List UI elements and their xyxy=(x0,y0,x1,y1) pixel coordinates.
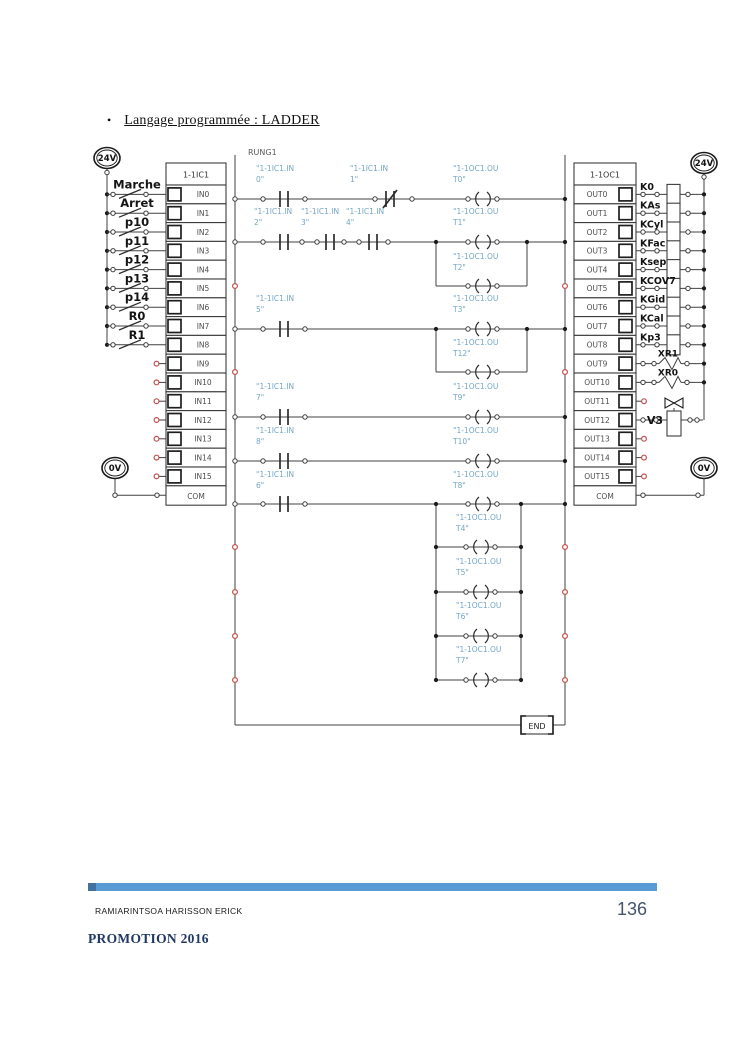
connection-node xyxy=(315,240,319,244)
output-module-terminal xyxy=(619,376,632,389)
open-terminal xyxy=(233,370,238,375)
power-terminal-0v-left-label: 0V xyxy=(108,464,122,474)
junction-dot xyxy=(702,380,706,384)
rung-operand-label: "1-1IC1.IN xyxy=(256,294,295,303)
connection-node xyxy=(233,415,237,419)
rung-operand-label: "1-1OC1.OU xyxy=(456,645,502,654)
connection-node xyxy=(233,327,237,331)
junction-dot xyxy=(434,634,438,638)
connection-node xyxy=(111,249,115,253)
input-module-terminal xyxy=(168,376,181,389)
open-terminal xyxy=(154,436,159,441)
connection-node xyxy=(641,493,645,497)
connection-node xyxy=(493,545,497,549)
connection-node xyxy=(261,240,265,244)
open-terminal xyxy=(154,418,159,423)
output-module-terminal xyxy=(619,301,632,314)
output-device-label: KCyl xyxy=(640,219,664,231)
output-device-label: KAs xyxy=(640,200,661,212)
junction-dot xyxy=(702,268,706,272)
rung-operand-label: T12" xyxy=(453,349,471,358)
connection-node xyxy=(464,545,468,549)
connection-node xyxy=(466,415,470,419)
connection-node xyxy=(495,284,499,288)
connection-node xyxy=(495,459,499,463)
connection-node xyxy=(688,418,692,422)
output-module-channel-label: OUT14 xyxy=(584,453,610,463)
input-module-channel-label: IN5 xyxy=(196,284,210,294)
connection-node xyxy=(111,230,115,234)
connection-node xyxy=(464,634,468,638)
input-module-channel-label: IN12 xyxy=(194,415,212,425)
connection-node xyxy=(652,380,656,384)
open-terminal xyxy=(642,474,647,479)
connection-node xyxy=(495,370,499,374)
rung-operand-label: 2" xyxy=(254,218,263,227)
open-terminal xyxy=(233,590,238,595)
connection-node xyxy=(233,502,237,506)
rung-operand-label: T8" xyxy=(453,481,466,490)
relay-coil xyxy=(667,184,680,204)
input-module-channel-label: IN8 xyxy=(196,340,210,350)
output-module-channel-label: OUT8 xyxy=(586,340,608,350)
connection-node xyxy=(303,327,307,331)
junction-dot xyxy=(702,230,706,234)
output-device-label: KFac xyxy=(640,238,666,250)
output-module-terminal xyxy=(619,338,632,351)
connection-node xyxy=(233,459,237,463)
connection-node xyxy=(495,197,499,201)
output-module-terminal xyxy=(619,414,632,427)
input-module-terminal xyxy=(168,320,181,333)
open-terminal xyxy=(642,436,647,441)
connection-node xyxy=(466,502,470,506)
output-module-terminal xyxy=(619,357,632,370)
rung-operand-label: T1" xyxy=(453,218,466,227)
input-contact-label: R1 xyxy=(128,327,146,342)
input-contact-label: p11 xyxy=(124,233,150,248)
page-number: 136 xyxy=(617,899,648,919)
rung-operand-label: 1" xyxy=(350,175,359,184)
connection-node xyxy=(464,590,468,594)
section-heading xyxy=(107,113,320,129)
footer-author: RAMIARINTSOA HARISSON ERICK xyxy=(95,906,243,916)
connection-node xyxy=(111,343,115,347)
rung-operand-label: "1-1OC1.OU xyxy=(456,557,502,566)
junction-dot xyxy=(702,343,706,347)
junction-dot xyxy=(563,502,567,506)
connection-node xyxy=(144,343,148,347)
junction-dot xyxy=(563,197,567,201)
connection-node xyxy=(303,459,307,463)
connection-node xyxy=(111,286,115,290)
connection-node xyxy=(111,192,115,196)
junction-dot xyxy=(434,502,438,506)
open-terminal xyxy=(642,455,647,460)
output-module-terminal xyxy=(619,244,632,257)
junction-dot xyxy=(434,240,438,244)
junction-dot xyxy=(525,327,529,331)
output-device-label: XR0 xyxy=(657,368,679,379)
open-terminal xyxy=(563,678,568,683)
input-contact-label: p14 xyxy=(124,290,150,305)
output-module-channel-label: OUT3 xyxy=(586,246,608,256)
output-module-channel-label: OUT13 xyxy=(584,434,610,444)
rung-operand-label: T9" xyxy=(453,393,466,402)
connection-node xyxy=(410,197,414,201)
input-module-terminal xyxy=(168,188,181,201)
input-contact-label: p12 xyxy=(124,252,150,267)
connection-node xyxy=(655,192,659,196)
connection-node xyxy=(261,459,265,463)
connection-node xyxy=(495,502,499,506)
connection-node xyxy=(495,327,499,331)
rung-operand-label: "1-1IC1.IN xyxy=(256,164,295,173)
rung-operand-label: T3" xyxy=(453,305,466,314)
junction-dot xyxy=(519,678,523,682)
connection-node xyxy=(464,678,468,682)
connection-node xyxy=(373,197,377,201)
input-module-channel-label: IN13 xyxy=(194,434,212,444)
connection-node xyxy=(495,415,499,419)
connection-node xyxy=(261,502,265,506)
relay-coil xyxy=(667,241,680,261)
input-contact-label: R0 xyxy=(128,309,146,323)
open-terminal xyxy=(154,455,159,460)
connection-node xyxy=(105,170,109,174)
rung-operand-label: T10" xyxy=(453,437,471,446)
junction-dot xyxy=(702,362,706,366)
output-module-channel-label: OUT4 xyxy=(586,265,608,275)
connection-node xyxy=(466,240,470,244)
input-module-channel-label: IN15 xyxy=(194,472,212,482)
connection-node xyxy=(686,305,690,309)
connection-node xyxy=(111,324,115,328)
junction-dot xyxy=(702,305,706,309)
junction-dot xyxy=(434,327,438,331)
input-module-terminal xyxy=(168,432,181,445)
junction-dot xyxy=(702,192,706,196)
connection-node xyxy=(686,324,690,328)
connection-node xyxy=(686,343,690,347)
open-terminal xyxy=(642,399,647,404)
relay-coil xyxy=(667,297,680,317)
rung-operand-label: "1-1IC1.IN xyxy=(301,207,340,216)
rung-operand-label: "1-1OC1.OU xyxy=(453,164,499,173)
junction-dot xyxy=(519,590,523,594)
rung-operand-label: 5" xyxy=(256,305,265,314)
output-module-terminal xyxy=(619,432,632,445)
input-module-channel-label: IN4 xyxy=(196,265,210,275)
junction-dot xyxy=(563,459,567,463)
rung-operand-label: "1-1OC1.OU xyxy=(453,426,499,435)
connection-node xyxy=(111,305,115,309)
output-device-label: Ksep xyxy=(640,257,667,269)
rung-operand-label: 0" xyxy=(256,175,265,184)
power-terminal-24v-right-label: 24V xyxy=(694,159,714,169)
input-module-terminal xyxy=(168,470,181,483)
heading-text: Langage programmée : LADDER xyxy=(124,113,320,128)
connection-node xyxy=(303,197,307,201)
input-module-terminal xyxy=(168,226,181,239)
open-terminal xyxy=(233,284,238,289)
input-module-channel-label: IN9 xyxy=(196,359,210,369)
connection-node xyxy=(641,380,645,384)
rung-operand-label: "1-1IC1.IN xyxy=(256,426,295,435)
connection-node xyxy=(233,240,237,244)
input-module-terminal xyxy=(168,357,181,370)
relay-coil xyxy=(667,316,680,336)
input-module-channel-label: IN14 xyxy=(194,453,212,463)
connection-node xyxy=(695,418,699,422)
connection-node xyxy=(686,286,690,290)
connection-node xyxy=(342,240,346,244)
rung-operand-label: "1-1OC1.OU xyxy=(453,252,499,261)
connection-node xyxy=(685,380,689,384)
rung-operand-label: "1-1OC1.OU xyxy=(456,513,502,522)
connection-node xyxy=(466,197,470,201)
output-module-channel-label: OUT7 xyxy=(586,321,608,331)
input-module-channel-label: IN7 xyxy=(196,321,210,331)
output-module-terminal xyxy=(619,263,632,276)
output-module-terminal xyxy=(619,282,632,295)
connection-node xyxy=(686,230,690,234)
connection-node xyxy=(111,267,115,271)
input-module-terminal xyxy=(168,244,181,257)
footer-accent-bar-cap xyxy=(88,883,96,891)
input-module-channel-label: IN3 xyxy=(196,246,210,256)
connection-node xyxy=(686,211,690,215)
output-module-terminal xyxy=(619,207,632,220)
rung-operand-label: "1-1IC1.IN xyxy=(254,207,293,216)
output-device-label: KCal xyxy=(640,313,664,325)
open-terminal xyxy=(154,399,159,404)
connection-node xyxy=(493,590,497,594)
output-device-label: Kp3 xyxy=(640,332,661,344)
open-terminal xyxy=(154,474,159,479)
output-module-terminal xyxy=(619,451,632,464)
output-module-channel-label: OUT9 xyxy=(586,359,608,369)
input-contact-label: p10 xyxy=(124,215,150,229)
rung-operand-label: T5" xyxy=(456,568,469,577)
end-label: END xyxy=(528,722,546,731)
output-module-com-label: COM xyxy=(596,491,614,501)
junction-dot xyxy=(434,590,438,594)
input-module-channel-label: IN0 xyxy=(196,190,210,200)
output-module-terminal xyxy=(619,470,632,483)
rung-operand-label: T7" xyxy=(456,656,469,665)
footer-accent-bar xyxy=(88,883,657,891)
junction-dot xyxy=(563,240,567,244)
output-device-label: K0 xyxy=(640,181,654,193)
rung-operand-label: T0" xyxy=(453,175,466,184)
junction-dot xyxy=(702,324,706,328)
rung-operand-label: "1-1OC1.OU xyxy=(453,338,499,347)
connection-node xyxy=(357,240,361,244)
junction-dot xyxy=(519,634,523,638)
valve-icon xyxy=(665,398,683,408)
rung-operand-label: T2" xyxy=(453,263,466,272)
junction-dot xyxy=(434,545,438,549)
connection-node xyxy=(466,284,470,288)
connection-node xyxy=(686,192,690,196)
open-terminal xyxy=(563,284,568,289)
open-terminal xyxy=(154,380,159,385)
connection-node xyxy=(466,370,470,374)
footer-promotion: PROMOTION 2016 xyxy=(88,931,209,946)
rung-operand-label: "1-1OC1.OU xyxy=(456,601,502,610)
input-contact-label: Marche xyxy=(113,177,161,192)
rung-operand-label: "1-1IC1.IN xyxy=(350,164,389,173)
rung-operand-label: "1-1OC1.OU xyxy=(453,382,499,391)
input-module-terminal xyxy=(168,451,181,464)
connection-node xyxy=(466,327,470,331)
junction-dot xyxy=(434,678,438,682)
rung-operand-label: 6" xyxy=(256,481,265,490)
output-module-channel-label: OUT2 xyxy=(586,227,608,237)
output-module-channel-label: OUT10 xyxy=(584,378,610,388)
output-device-label: XR1 xyxy=(657,349,679,360)
output-module-title: 1-1OC1 xyxy=(589,170,621,180)
output-device-label: KCOV7 xyxy=(640,275,676,287)
open-terminal xyxy=(563,634,568,639)
junction-dot xyxy=(563,327,567,331)
connection-node xyxy=(386,240,390,244)
open-terminal xyxy=(233,678,238,683)
connection-node xyxy=(696,493,700,497)
rung-operand-label: 8" xyxy=(256,437,265,446)
rung-operand-label: 4" xyxy=(346,218,355,227)
junction-dot xyxy=(702,211,706,215)
rung-operand-label: 7" xyxy=(256,393,265,402)
rung-operand-label: 3" xyxy=(301,218,310,227)
connection-node xyxy=(641,361,645,365)
connection-node xyxy=(686,267,690,271)
junction-dot xyxy=(563,415,567,419)
output-module-terminal xyxy=(619,188,632,201)
connection-node xyxy=(495,240,499,244)
connection-node xyxy=(261,415,265,419)
input-module-title: 1-1IC1 xyxy=(182,170,210,180)
input-module-terminal xyxy=(168,395,181,408)
power-terminal-0v-right-label: 0V xyxy=(697,464,711,474)
input-module-terminal xyxy=(168,207,181,220)
rung-operand-label: "1-1OC1.OU xyxy=(453,207,499,216)
connection-node xyxy=(466,459,470,463)
connection-node xyxy=(111,211,115,215)
connection-node xyxy=(155,493,159,497)
input-module-terminal xyxy=(168,282,181,295)
output-module-channel-label: OUT1 xyxy=(586,209,608,218)
connection-node xyxy=(686,249,690,253)
junction-dot xyxy=(702,286,706,290)
input-module-channel-label: IN11 xyxy=(194,397,212,406)
input-module-terminal xyxy=(168,301,181,314)
rung-operand-label: T6" xyxy=(456,612,469,621)
output-device-label: V3 xyxy=(646,414,663,427)
output-module-terminal xyxy=(619,226,632,239)
valve-coil xyxy=(667,411,681,436)
output-module-terminal xyxy=(619,320,632,333)
input-module-terminal xyxy=(168,338,181,351)
input-contact-label: Arret xyxy=(120,196,154,211)
open-terminal xyxy=(233,634,238,639)
output-module-channel-label: OUT0 xyxy=(586,190,608,200)
rung-operand-label: "1-1IC1.IN xyxy=(256,382,295,391)
junction-dot xyxy=(519,502,523,506)
input-module-terminal xyxy=(168,263,181,276)
output-module-channel-label: OUT6 xyxy=(586,303,608,312)
connection-node xyxy=(113,493,117,497)
connection-node xyxy=(303,502,307,506)
connection-node xyxy=(702,175,706,179)
connection-node xyxy=(261,197,265,201)
junction-dot xyxy=(702,249,706,253)
connection-node xyxy=(300,240,304,244)
connection-node xyxy=(685,361,689,365)
input-module-channel-label: IN6 xyxy=(196,303,210,312)
output-module-channel-label: OUT12 xyxy=(584,415,610,425)
input-module-channel-label: IN1 xyxy=(196,209,210,218)
connection-node xyxy=(261,327,265,331)
output-device-label: KGid xyxy=(640,294,666,306)
rung-operand-label: "1-1OC1.OU xyxy=(453,470,499,479)
power-terminal-24v-left-label: 24V xyxy=(97,154,117,164)
connection-node xyxy=(493,678,497,682)
input-contact-label: p13 xyxy=(124,271,150,286)
relay-coil xyxy=(667,222,680,242)
output-module-terminal xyxy=(619,395,632,408)
rung-operand-label: "1-1OC1.OU xyxy=(453,294,499,303)
open-terminal xyxy=(154,361,159,366)
input-module-terminal xyxy=(168,414,181,427)
connection-node xyxy=(652,361,656,365)
input-module-channel-label: IN10 xyxy=(194,378,212,388)
connection-node xyxy=(233,197,237,201)
connection-node xyxy=(641,418,645,422)
rung-operand-label: T4" xyxy=(456,524,469,533)
open-terminal xyxy=(563,370,568,375)
output-module-channel-label: OUT5 xyxy=(586,284,608,294)
connection-node xyxy=(303,415,307,419)
bullet-icon: • xyxy=(107,113,112,127)
rung-operand-label: "1-1IC1.IN xyxy=(256,470,295,479)
connection-node xyxy=(493,634,497,638)
input-module-channel-label: IN2 xyxy=(196,227,210,237)
rung-operand-label: "1-1IC1.IN xyxy=(346,207,385,216)
rung-header: RUNG1 xyxy=(248,148,277,157)
open-terminal xyxy=(563,545,568,550)
input-module-com-label: COM xyxy=(187,491,205,501)
relay-coil xyxy=(667,203,680,223)
junction-dot xyxy=(519,545,523,549)
output-module-channel-label: OUT15 xyxy=(584,472,610,482)
open-terminal xyxy=(563,590,568,595)
output-module-channel-label: OUT11 xyxy=(584,397,610,406)
junction-dot xyxy=(525,240,529,244)
open-terminal xyxy=(233,545,238,550)
